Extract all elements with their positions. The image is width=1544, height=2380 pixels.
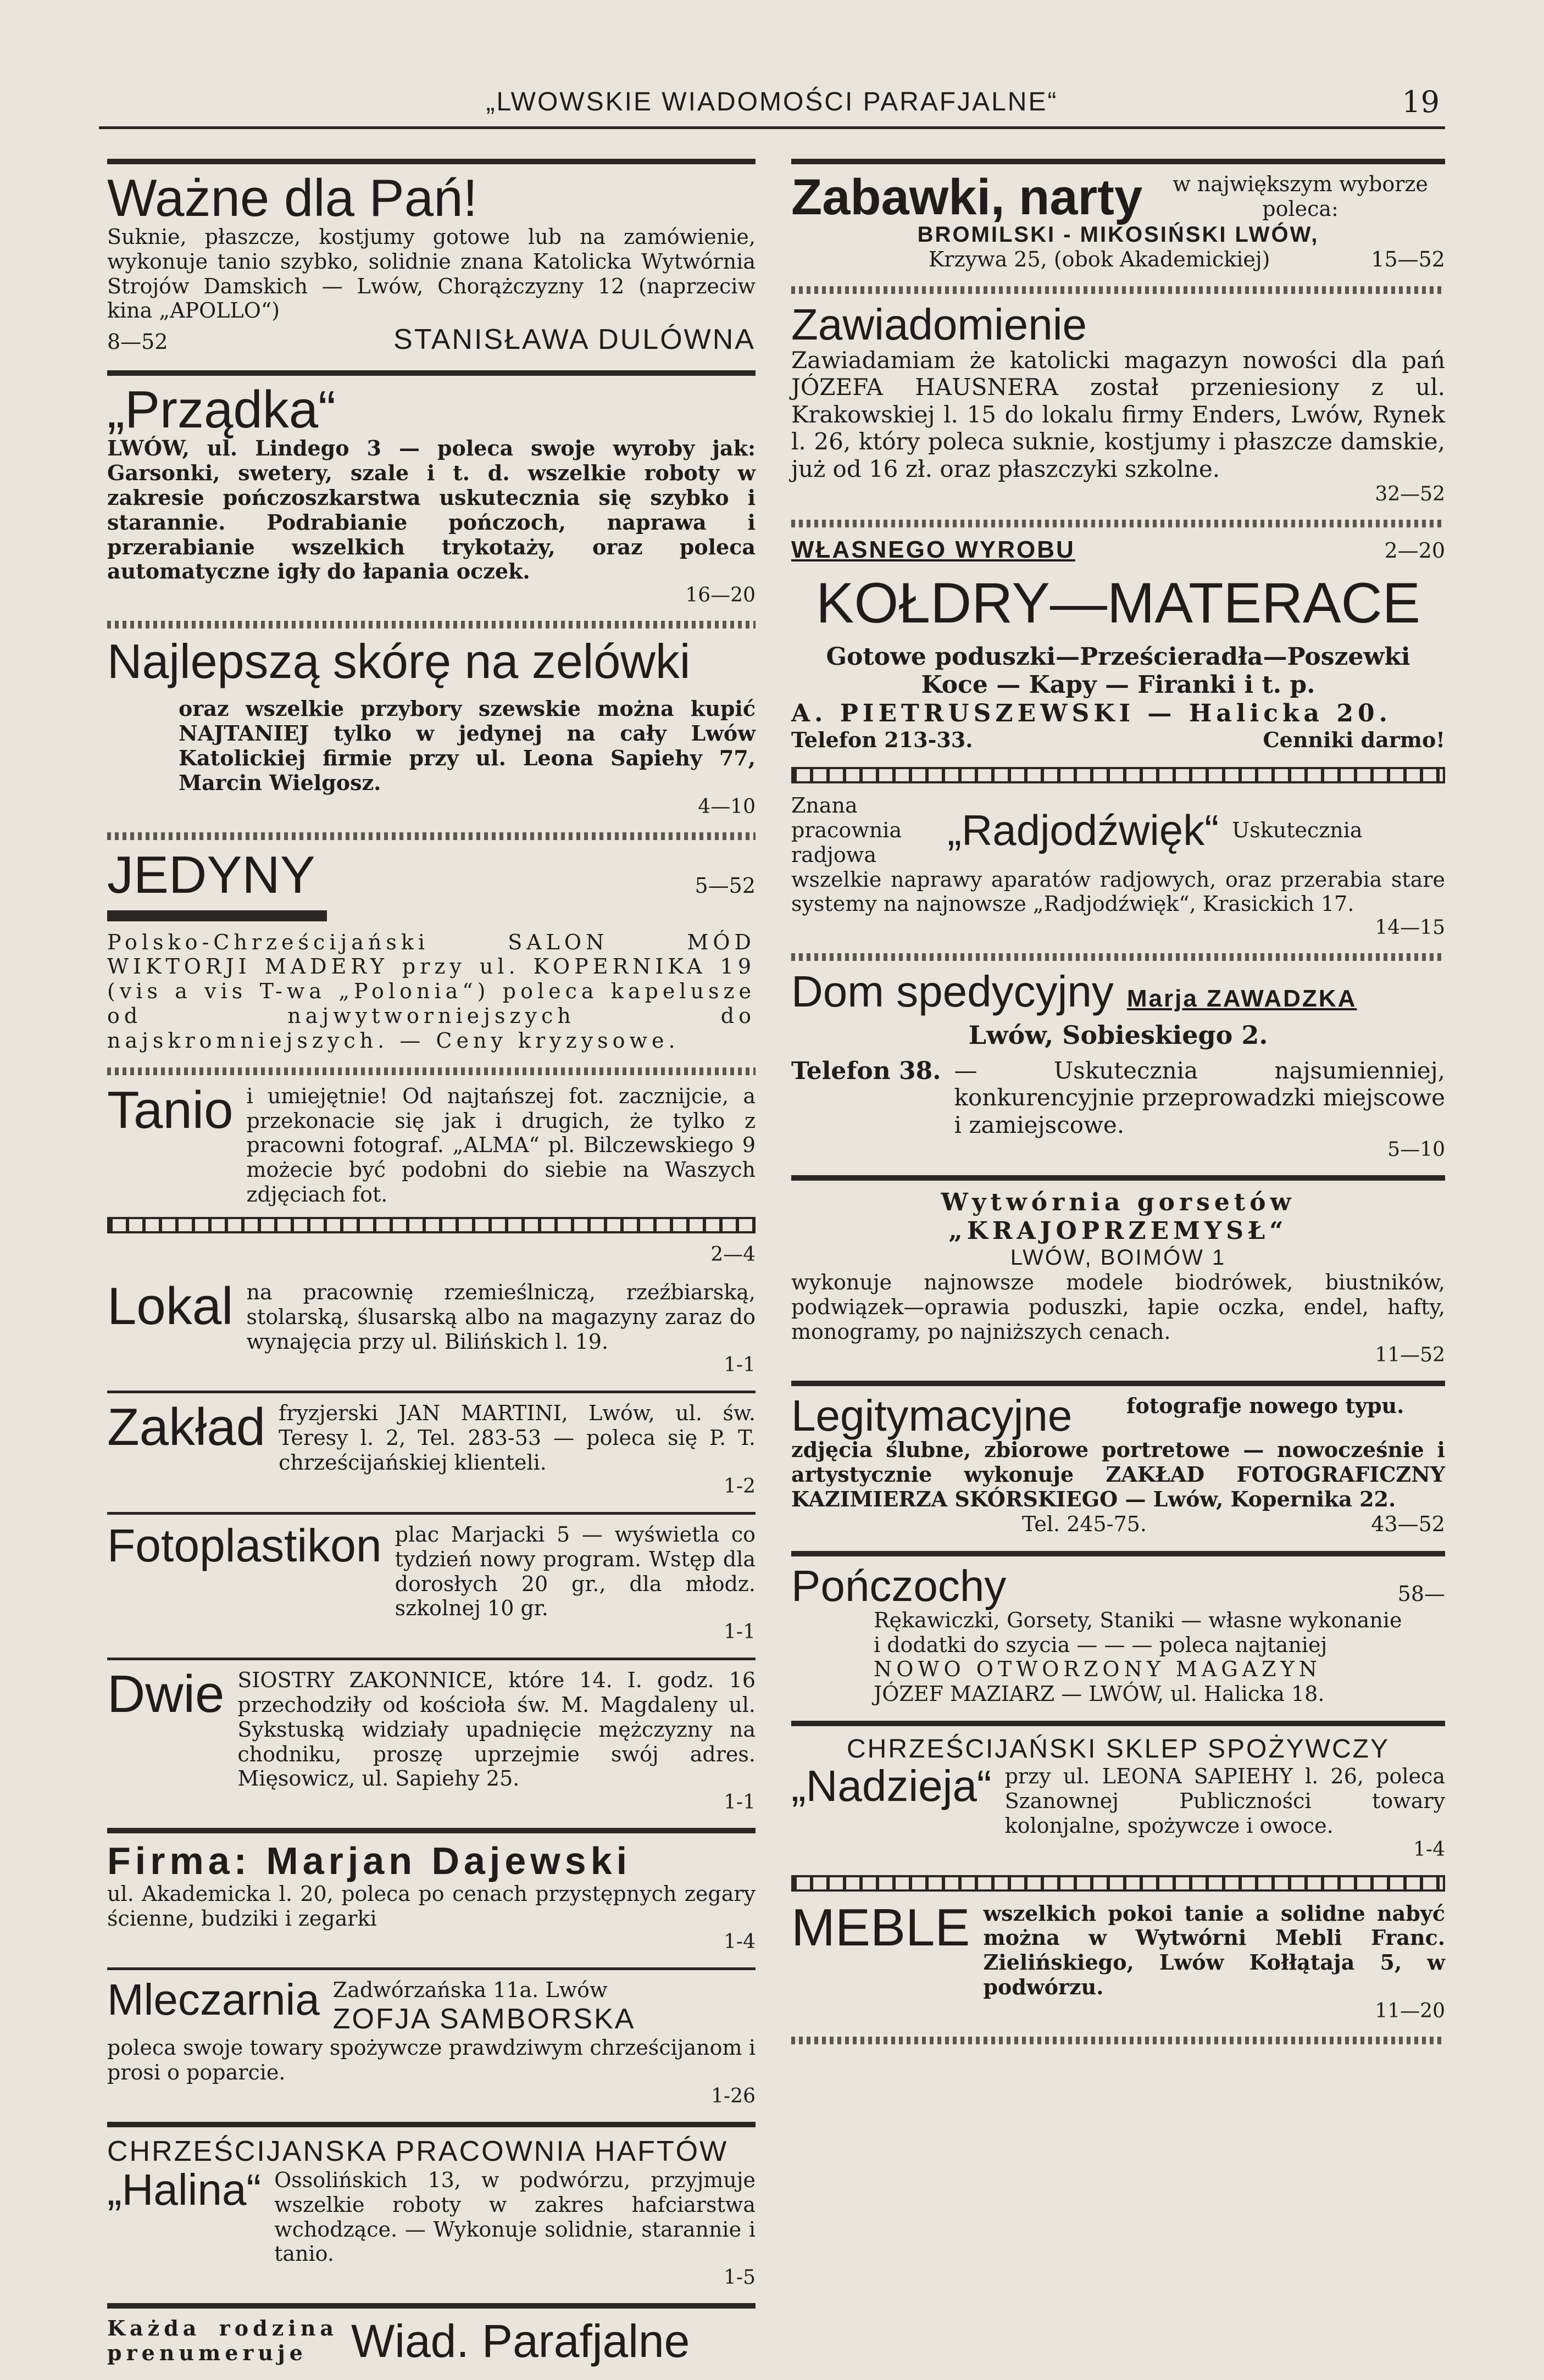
divider	[107, 1067, 756, 1075]
ad-name: Marja ZAWADZKA	[1126, 985, 1357, 1013]
ad-meble	[791, 1898, 1445, 2022]
ad-line: JÓZEF MAZIARZ — LWÓW, ul. Halicka 18.	[874, 1682, 1325, 1706]
divider	[791, 1381, 1445, 1386]
divider	[107, 832, 756, 840]
ad-title: Mleczarnia	[107, 1975, 320, 2025]
ad-heading: CHRZEŚCIJAŃSKI SKLEP SPOŻYWCZY	[847, 1734, 1390, 1764]
ad-text: plac Marjacki 5 — wyświetla co tydzień nowy program. Wstęp dla dorosłych 20 gr., dla młodz. szkolnej 10 gr.	[395, 1522, 756, 1621]
ad-ref: 2—20	[1384, 538, 1445, 563]
ad-name: ZOFJA SAMBORSKA	[332, 2003, 636, 2036]
ad-line: Gotowe poduszki—Prześcieradła—Poszewki	[826, 642, 1410, 671]
ad-title: Dom spedycyjny	[791, 967, 1114, 1016]
ad-side-text: fotografje nowego typu.	[1126, 1393, 1404, 1419]
ad-text: poleca swoje towary spożywcze prawdziwym chrześcijanom i prosi o poparcie.	[107, 2036, 756, 2085]
divider	[107, 370, 756, 376]
divider	[791, 2037, 1445, 2044]
ad-ref: 16—20	[685, 584, 756, 607]
ad-text: oraz wszelkie przybory szewskie można kupić NAJTANIEJ tylko w jedynej na cały Lwów Katolickiej firmie przy ul. Leona Sapiehy 77, Marcin Wielgosz.	[179, 696, 756, 795]
divider	[107, 1967, 756, 1970]
ad-title: Lokal	[107, 1276, 234, 1336]
ad-title: Legitymacyjne	[791, 1391, 1073, 1441]
ad-ref: 8—52	[107, 330, 168, 354]
ad-title: „Radjodźwięk“	[947, 806, 1219, 855]
divider	[107, 1217, 756, 1233]
newspaper-title: „LWOWSKIE WIADOMOŚCI PARAFJALNE“	[486, 87, 1058, 116]
ad-title: Fotoplastikon	[107, 1519, 382, 1571]
divider	[791, 1721, 1445, 1726]
divider	[791, 767, 1445, 783]
divider	[791, 520, 1445, 527]
page-header	[99, 82, 1445, 129]
divider	[107, 2122, 756, 2127]
ad-phone: Tel. 245-75.	[1022, 1511, 1147, 1536]
ad-skora	[107, 634, 756, 818]
ad-line: Koce — Kapy — Firanki i t. p.	[921, 671, 1315, 699]
divider	[107, 159, 756, 164]
ad-ref: 43—52	[1371, 1511, 1445, 1536]
ad-text: fryzjerski JAN MARTINI, Lwów, ul. św. Teresy l. 2, Tel. 283-53 — poleca się P. T. chrześcijańskiej klienteli.	[279, 1401, 756, 1475]
ad-line: NOWO OTWORZONY MAGAZYN	[874, 1657, 1321, 1682]
ad-side-text: w największym wyborze poleca:	[1173, 172, 1428, 221]
ad-text: wszelkich pokoi tanie a solidne nabyć można w Wytwórni Mebli Franc. Zielińskiego, Lwów Kołłątaja 5, w podwórzu.	[983, 1900, 1445, 2000]
divider	[107, 1828, 756, 1833]
ad-ref: 5—10	[1387, 1138, 1445, 1161]
ad-firm: A. PIETRUSZEWSKI — Halicka 20.	[791, 699, 1392, 728]
footer-small-text: Każda rodzina prenumeruje	[107, 2316, 338, 2366]
ad-post: Uskutecznia	[1232, 818, 1363, 842]
right-column	[791, 151, 1445, 2053]
ad-ref: 15—52	[1371, 247, 1445, 271]
ad-lokal	[107, 1276, 756, 1377]
ad-address: Krzywa 25, (obok Akademickiej)	[929, 247, 1270, 271]
ad-title: MEBLE	[791, 1898, 970, 1957]
ad-title: JEDYNY	[107, 845, 315, 904]
ad-ref: 14—15	[1375, 916, 1445, 939]
ad-phone: Telefon 213-33.	[791, 727, 973, 753]
divider	[791, 159, 1445, 164]
ad-mleczarnia	[107, 1975, 756, 2107]
ad-name: BROMILSKI - MIKOSIŃSKI LWÓW,	[917, 223, 1319, 247]
ad-signature: STANISŁAWA DULÓWNA	[393, 324, 756, 356]
ad-radjodzwiek	[791, 793, 1445, 939]
ad-ref: 4—10	[698, 795, 756, 818]
ad-text: LWÓW, ul. Lindego 3 — poleca swoje wyroby jak: Garsonki, swetery, szale i t. d. wszelkie roboty w zakresie pończoszkarstwa uskutecznia się szybko i starannie. Podrabianie pończoch, naprawa i przerabianie wszelkich trykotaży, oraz poleca automatyczne igły do łapania oczek.	[107, 436, 756, 584]
ad-koldry	[791, 536, 1445, 753]
divider	[791, 1875, 1445, 1892]
ad-title: Ważne dla Pań!	[107, 169, 478, 227]
ad-zawiadomienie	[791, 299, 1445, 505]
ad-text: Zawiadamiam że katolicki magazyn nowości dla pań JÓZEFA HAUSNERA został przeniesiony z ul. Krakowskiej l. 15 do lokalu firmy Enders, Lwów, Rynek l. 26, który poleca suknie, kostjumy i płaszcze damskie, już od 16 zł. oraz płaszczyki szkolne.	[791, 346, 1445, 483]
ad-title: „Prządka“	[107, 380, 336, 440]
ad-text: Polsko-Chrześcijański SALON MÓD WIKTORJI MADERY przy ul. KOPERNIKA 19 (vis a vis T-wa „Polonia“) poleca kapelusze od najwytworniejszych do najskromniejszych. — Ceny kryzysowe.	[107, 930, 756, 1053]
ad-title: KOŁDRY—MATERACE	[816, 571, 1420, 635]
ad-title: Zakład	[107, 1398, 266, 1457]
ad-title: „Nadzieja“	[791, 1761, 992, 1811]
page-number: 19	[1402, 85, 1440, 119]
ad-label: WŁASNEGO WYROBU	[791, 536, 1075, 563]
ad-dom-spedycyjny	[791, 967, 1445, 1161]
ad-zaklad	[107, 1398, 756, 1498]
ad-ref: 1-1	[724, 1354, 756, 1377]
ad-phone: Telefon 38.	[791, 1056, 941, 1085]
ad-line: Rękawiczki, Gorsety, Staniki — własne wykonanie	[874, 1608, 1402, 1632]
ad-text: na pracownię rzemieślniczą, rzeźbiarską, stolarską, ślusarską albo na magazyny zaraz do wynajęcia przy ul. Bilińskich l. 19.	[246, 1280, 756, 1354]
ad-text: wszelkie naprawy aparatów radjowych, oraz przerabia stare systemy na najnowsze „Radjodźwięk“, Krasickich 17.	[791, 867, 1445, 916]
ad-ref: 1-2	[724, 1475, 756, 1498]
ad-address: LWÓW, BOIMÓW 1	[1010, 1245, 1226, 1270]
footer-subscription	[107, 2316, 756, 2366]
ad-firma	[107, 1841, 756, 1953]
ad-title: Pończochy	[791, 1561, 1007, 1610]
ad-footer	[107, 323, 756, 356]
footer-big-text: Wiad. Parafjalne	[351, 2315, 690, 2367]
ad-text: SIOSTRY ZAKONNICE, które 14. I. godz. 16 przechodziły od kościoła św. M. Magdaleny ul. Sykstuską widziały upadnięcie mężczyzny na chodniku, proszę uprzejmie swój adres. Mięsowicz, ul. Sapiehy 25.	[237, 1668, 756, 1791]
ad-ref: 5—52	[695, 873, 756, 898]
divider	[107, 1658, 756, 1660]
left-column	[107, 151, 756, 2380]
ad-text: wykonuje najnowsze modele biodrówek, biustników, podwiązek—oprawia poduszki, łapie oczka, endel, hafty, monogramy, po najniższych cenach.	[791, 1270, 1445, 1344]
ad-text: i umiejętnie! Od najtańszej fot. zacznijcie, a przekonacie się jak i drugich, że tylko z pracowni fotograf. „ALMA“ pl. Bilczewskiego 9 możecie być podobni do siebie na Waszych zdjęciach fot.	[246, 1083, 756, 1207]
divider	[107, 1391, 756, 1393]
ad-title: Zabawki, narty	[791, 169, 1143, 225]
ad-ref: 2—4	[710, 1243, 756, 1266]
decoration-bar	[107, 910, 327, 921]
ad-dwie	[107, 1665, 756, 1814]
ad-text: — Uskutecznia najsumienniej, konkurencyjnie przeprowadzki miejscowe i zamiejscowe.	[954, 1056, 1445, 1138]
ad-title: Najlepszą skórę na zelówki	[107, 634, 691, 689]
divider	[791, 953, 1445, 961]
ad-title: Dwie	[107, 1665, 225, 1724]
ad-title: Tanio	[107, 1080, 234, 1139]
ad-ref: 1-5	[724, 2266, 756, 2289]
ad-ref: 32—52	[1375, 482, 1445, 505]
divider	[791, 1175, 1445, 1181]
divider	[791, 1551, 1445, 1556]
ad-address: Zadwórzańska 11a. Lwów	[332, 1978, 608, 2003]
ad-ref: 1-26	[711, 2084, 756, 2107]
ad-text: ul. Akademicka l. 20, poleca po cenach przystępnych zegary ścienne, budziki i zegarki	[107, 1881, 756, 1931]
ad-ref: 58—	[1397, 1581, 1445, 1606]
ad-text: przy ul. LEONA SAPIEHY l. 26, poleca Szanownej Publiczności towary kolonjalne, spożywcze i owoce.	[1004, 1764, 1445, 1838]
divider	[791, 286, 1445, 294]
ad-gorsety	[791, 1188, 1445, 1366]
ad-halina	[107, 2135, 756, 2289]
ad-przadka	[107, 380, 756, 607]
ad-title: „Halina“	[107, 2165, 262, 2214]
ad-ref: 11—52	[1375, 1344, 1445, 1367]
ad-legitymacyjne	[791, 1391, 1445, 1536]
ad-ref: 11—20	[1375, 1999, 1445, 2022]
ad-tanio	[107, 1080, 756, 1266]
ad-title: Firma: Marjan Dajewski	[107, 1839, 632, 1883]
ad-ponczochy	[791, 1561, 1445, 1706]
ad-nadzieja	[791, 1734, 1445, 1860]
ad-address: Lwów, Sobieskiego 2.	[968, 1020, 1268, 1050]
ad-ref: 1-1	[724, 1791, 756, 1814]
ad-zabawki	[791, 169, 1445, 272]
ad-title: Zawiadomienie	[791, 299, 1087, 349]
ad-catalog: Cenniki darmo!	[1263, 727, 1445, 753]
ad-jedyny	[107, 845, 756, 1053]
ad-ref: 1-4	[724, 1931, 756, 1954]
ad-title: Wytwórnia gorsetów „KRAJOPRZEMYSŁ“	[941, 1188, 1296, 1245]
ad-text: zdjęcia ślubne, zbiorowe portretowe — nowocześnie i artystycznie wykonuje ZAKŁAD FOTOGRAFICZNY KAZIMIERZA SKÓRSKIEGO — Lwów, Kopernika 22.	[791, 1437, 1445, 1512]
ad-ref: 1-4	[1413, 1838, 1445, 1861]
ad-ref: 1-1	[724, 1621, 756, 1644]
ad-text: Ossolińskich 13, w podwórzu, przyjmuje wszelkie roboty w zakres hafciarstwa wchodzące. — Wykonuje solidnie, starannie i tanio.	[274, 2167, 756, 2266]
ad-text: Suknie, płaszcze, kostjumy gotowe lub na zamówienie, wykonuje tanio szybko, solidnie znana Katolicka Wytwórnia Strojów Damskich — Lwów, Chorążczyzny 12 (naprzeciw kina „APOLLO“)	[107, 225, 756, 323]
ad-fotoplastikon	[107, 1519, 756, 1644]
divider	[107, 2303, 756, 2309]
ad-wazne	[107, 169, 756, 356]
divider	[107, 621, 756, 629]
ad-pre: Znana pracownia radjowa	[791, 793, 902, 867]
divider	[107, 1512, 756, 1515]
ad-heading: CHRZEŚCIJANSKA PRACOWNIA HAFTÓW	[107, 2135, 729, 2167]
ad-line: i dodatki do szycia — — — poleca najtaniej	[874, 1632, 1328, 1657]
